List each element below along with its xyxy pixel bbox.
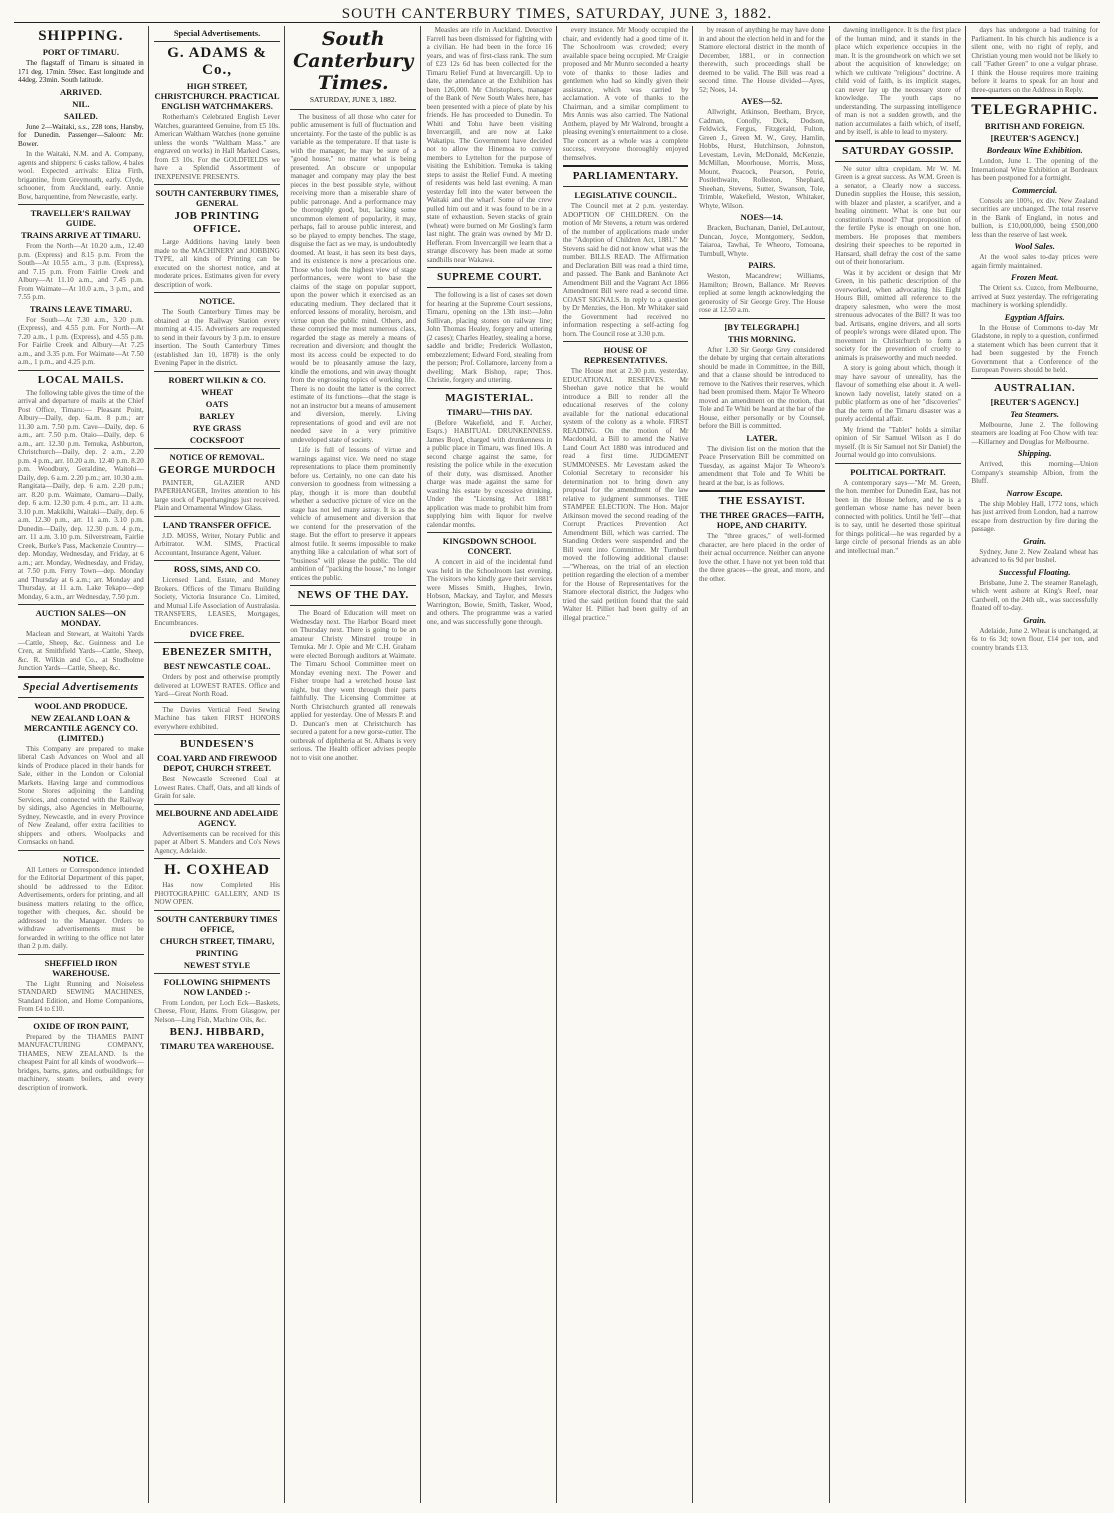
wilkin-item: RYE GRASS xyxy=(192,422,242,433)
news-heading: NEWS OF THE DAY. xyxy=(297,589,409,601)
parliamentary-heading: PARLIAMENTARY. xyxy=(572,170,679,182)
filler-text: The "three graces," of well-formed character, are here placed in the order of their actual occurrence. Neither can anyone love the other. I have not yet been told that the three graces—the great, and more, and the other. xyxy=(698,532,825,583)
filler-text: Allwright, Atkinson, Beetham, Bryce, Cadman, Conolly, Dick, Dodson, Feldwick, Fergus, Fitzgerald, Fulton, Green J., Green M. W., Grey, Hamlin, Hobbs, Hurst, Hutchinson, Johnston, Levestam, Levin, McDonald, McKenzie, McMillan, Moorhouse, Morris, Moss, Mount, Peacock, Pearson, Petrie, Postlethwaite, Rolleston, Shephard, Sheehan, Stevens, Sutter, Swanson, Tole, Trimble, Wakefield, Weston, Whitaker, Whyte, Wilson. xyxy=(698,108,825,210)
murdoch-heading: GEORGE MURDOCH xyxy=(158,463,276,476)
filler-text: The House met at 2.30 p.m. yesterday. EDUCATIONAL RESERVES. Mr Sheehan gave notice that he would introduce a Bill to render all the educational reserves of the colony available for the national educational system of the colony as a whole. FIRST READING. On the motion of Mr Macdonald, a Bill to amend the Native Land Court Act 1880 was introduced and read a first time. JUDGMENT SUMMONSES. Mr Levestam asked the Colonial Secretary to reconsider his determination not to bring down any proposal for the amendment of the law relative to judgment summonses. THE STAMPEE ELECTION. The Hon. Major Atkinson moved the second reading of the Corrupt Practices Prevention Act Amendment Bill, which was carried. The Standing Orders were suspended and the Bill went into Committee. Mr Turnbull moved the following additional clause:—"Whereas, on the trial of an election petition regarding the election of a member for the House of Representatives for the Stamore electoral district, the Judges who tried the said petition found that the said Walter H. Pilliet had been guilty of an illegal practice." xyxy=(562,367,689,622)
filler-text: Best Newcastle Screened Coal at Lowest Rates. Chaff, Oats, and all kinds of Grain for sale. xyxy=(154,775,280,800)
timaru-this-day: TIMARU—THIS DAY. xyxy=(446,406,533,417)
auction-heading: AUCTION SALES—ON MONDAY. xyxy=(35,608,127,628)
tea-heading: Tea Steamers. xyxy=(1010,408,1060,419)
bundesen-heading: BUNDESEN'S xyxy=(179,738,255,750)
filler-text: Life is full of lessons of virtue and warnings against vice. We need no stage representations to place them prominently before us. Certainly, no one can date his conversion to goodness from witnessing a play, though it is more than doubtful whether a seductive picture of vice on the stage has not led many astray. It is as the vehicle of amusement and diversion that we contend for the preservation of the stage. But the effort to preserve it appears almost futile. It seems impossible to make anything like a calculation of what sort of "business" will please the public. The old ambition of "packing the house," no longer entices the public. xyxy=(290,446,417,582)
coxhead-heading: H. COXHEAD xyxy=(164,862,270,878)
filler-text: The Light Running and Noiseless STANDARD SEWING MACHINES, Standard Edition, and Home Companions, From £4 to £10. xyxy=(18,979,144,1013)
arrived-heading: ARRIVED. xyxy=(59,86,102,97)
oxide-heading: OXIDE OF IRON PAINT, xyxy=(33,1020,129,1031)
filler-text: The Davies Vertical Feed Sewing Machine has taken FIRST HONORS everywhere exhibited. xyxy=(154,705,280,731)
filler-text: by reason of anything he may have done in and about the election held in and for the Stamore electoral district in the month of December, 1881, or in connection therewith, such proceedings shall be deemed to be valid. The Bill was read a second time. The House divided—Ayes, 52; Noes, 14. xyxy=(698,26,825,94)
filler-text: Consols are 100¾, ex div. New Zealand securities are unchanged. The total reserve in the Bank of England, in notes and bullion, is £10,000,000, being £500,000 less than the reserve of last week. xyxy=(971,196,1098,239)
shipping-heading: SHIPPING. xyxy=(38,28,124,44)
filler-text: Measles are rife in Auckland. Detective Farrell has been dismissed for fighting with a civilian. He had been in the force 16 years, and was of first-class rank. The sum of £23 12s 6d has been collected for the Timaru Relief Fund at Invercargill. Up to date, the attendance at the Exhibition has been 126,000. Mr Christophers, manager of the Bank of New South Wales here, has been presented with a piece of plate by his friends. He has proceeded to Dunedin. To Whiti and Tohu have been visiting Invercargill, and are now at Lake Wakatipu. The Government have decided not to allow the Hinemoa to convey members to Lyttelton for the purpose of visiting the Exhibition. Temuka is taking steps to assist the Relief Fund. A meeting of residents was held last evening. A man yesterday fell into the water between the Waitaki and the wharf. Some of the crew pulled him out and it was found to be in a state of exhaustion. Seven stacks of grain (wheat) were burned on Mr Gosling's farm last night. The grain was owned by Mr D. Hefferan. From Invercargill we learn that a strange discovery has been made at some sandhills near Wakawa. xyxy=(426,26,553,264)
newcastle-heading: BEST NEWCASTLE COAL. xyxy=(163,661,271,671)
british-heading: BRITISH AND FOREIGN. xyxy=(984,121,1085,131)
filler-text: Bracken, Buchanan, Daniel, DeLautour, Duncan, Joyce, Montgomery, Seddon, Taiaroa, Tawhai, Te Wheoro, Tomoana, Turnbull, Whyte. xyxy=(698,224,825,258)
filler-text: From London, per Loch Eck—Baskets, Cheese, Flour, Hams. From Glasgow, per Nelson—Ling Fish, Machine Oils, &c. xyxy=(154,998,280,1024)
filler-text: Advertisements can be received for this paper at Albert S. Manders and Co's News Agency, Adelaide. xyxy=(154,829,280,855)
sheffield-heading: SHEFFIELD IRON WAREHOUSE. xyxy=(44,957,118,978)
adams-heading: G. ADAMS & Co., xyxy=(167,45,267,78)
saturday-gossip-heading: SATURDAY GOSSIP. xyxy=(842,144,954,157)
filler-text: Ne sutor ultra crepidam. Mr W. M. Green is a great success. As W.M. Green is a senator, a Clearly now a success. Dunedin supplies the House, this session, with blazer and plaster, a scarifyer, and a healing ointment. What is one but our constitution's mood? That proposition of the fertile Pyke is enough on one hon. members. He proposes that members desiring their speeches to be reported in Hansard, shall defray the cost of the same out of their honorarium. xyxy=(835,164,961,266)
filler-text: The South Canterbury Times may be obtained at the Railway Station every morning at 4.15. Advertisers are requested to send in their favours by 3 p.m. to ensure insertion. The South Canterbury Times (established Jan 10, 1878) is the only Evening Paper in the district. xyxy=(154,308,280,367)
column-6 xyxy=(695,26,830,1503)
filler-text: Large Additions having lately been made to the MACHINERY and JOBBING TYPE, all kinds of Printing can be executed on the shortest notice, and at moderate prices. Estimates given for every description of work. xyxy=(154,238,280,289)
essayist-heading: THE ESSAYIST. xyxy=(718,495,806,507)
ross-heading: ROSS, SIMS, AND CO. xyxy=(173,564,261,574)
sailed-heading: SAILED. xyxy=(63,110,98,121)
telegraphic-heading: TELEGRAPHIC. xyxy=(971,102,1098,118)
melbourne-heading: MELBOURNE AND ADELAIDE AGENCY. xyxy=(155,807,279,828)
coal-yard: COAL YARD AND FIREWOOD DEPOT, CHURCH STREET. xyxy=(157,753,278,773)
filler-text: After 1.30 Sir George Grey considered the debate by urging that certain alterations should be made in Committee, in the Bill, and that a clause should be introduced to remove to the Natives their reserves, which had been promised them. Major Te Wheoro moved an amendment on the motion, that Tole and Te Whiti be heard at the bar of the House, either personally or by Counsel, before the Bill is committed. xyxy=(698,345,825,430)
church-street: CHURCH STREET, TIMARU, xyxy=(159,935,275,946)
australian-heading: AUSTRALIAN. xyxy=(994,381,1076,394)
filler-text: A contemporary says—"Mr M. Green, the hon. member for Dunedin East, has not been in the House before, and he is a gentleman whose name has never been connected with politics. Until he 'fell'—that is to say, until he deserted those spiritual for things political—he was regarded by a large circle of personal friends as an able and intellectual man." xyxy=(835,478,961,555)
filler-text: In the Waitaki, N.M. and A. Company, agents and shippers: 6 casks tallow, 4 bales wool. Expected arrivals: Eliza Firth, brigantine, from Greymouth, early. Clyde, schooner, from Auckland, early. Annie Bow, barquentine, from Newcastle, early. xyxy=(18,150,144,201)
filler-text: The Council met at 2 p.m. yesterday. ADOPTION OF CHILDREN. On the motion of Mr Stevens, a return was ordered of the number of applications made under the "Adoption of Children Act, 1881." Mr Stevens said he did not know what was the number. BILLS READ. The Affirmation and Declaration Bill was read a third time, and passed. The Bank and Banknote Act Amendment Bill and the Vagrant Act 1866 Amendment Bill were read a second time. COAST SIGNALS. In reply to a question by Dr Menzies, the Hon. Mr Whitaker said the Government had received no information respecting a self-acting fog horn. The Council rose at 3.30 p.m. xyxy=(562,202,689,338)
supreme-heading: SUPREME COURT. xyxy=(437,271,542,283)
sct-general: SOUTH CANTERBURY TIMES, GENERAL xyxy=(155,188,279,208)
pairs-label: PAIRS. xyxy=(748,260,776,270)
noes-label: NOES—14. xyxy=(740,212,783,222)
frozen-heading: Frozen Meat. xyxy=(1011,272,1059,282)
column-4 xyxy=(423,26,558,1503)
this-morning-heading: THIS MORNING. xyxy=(728,333,796,344)
nz-loan-heading: NEW ZEALAND LOAN & MERCANTILE AGENCY CO. (LIMITED.) xyxy=(23,712,138,743)
filler-text: Melbourne, June 2. The following steamers are loading at Foo Chow with tea:—Killarney and Douglas for Melbourne. xyxy=(971,420,1098,446)
filler-text: The Orient s.s. Cuzco, from Melbourne, arrived at Suez yesterday. The refrigerating machinery is working splendidly. xyxy=(971,284,1098,309)
political-heading: POLITICAL PORTRAIT. xyxy=(850,466,946,477)
filler-text: London, June 1. The opening of the International Wine Exhibition at Bordeaux has been postponed for a fortnight. xyxy=(971,157,1098,182)
filler-text: All Letters or Correspondence intended for the Editorial Department of this paper, should be addressed to the Editor. Advertisements, orders for printing, and all business matters relating to the office, together with cheques, &c. should be addressed to the Manager. Orders to withdraw advertisements must be forwarded in writing to the office not later than 2 p.m. daily. xyxy=(18,865,144,950)
filler-text: The following table gives the time of the arrival and departure of mails at the Chief Post Office, Timaru:— Pleasant Point, Albury—Daily, dep. 6a.m. 8 p.m.; arr 11.30 a.m. 7.50 p.m. Cave—Daily, dep. 6 a.m., arr. 7.50 p.m. Otaio—Daily, dep. 6 a.m., arr. 12.30 p.m. Temuka, Ashburton, Christchurch—Daily, dep. 2 a.m., 2.20 p.m. 4 p.m., arr. 10.20 a.m. 12.40 p.m. 8.20 p.m. Woodbury, Geraldine, Waitohi—Daily, dep. 6 a.m. 2.20 p.m.; arr. 10.30 a.m. Rangitata—Daily, dep. 6 a.m. 2.20 p.m.; arr. 8.20 p.m. Waimate, Oamaru—Daily, dep. 6 a.m. 12.30 p.m. 4 p.m., arr. 11 a.m. 3.10 p.m. Makikihi, Waitaki—Daily, dep. 6 a.m. 12.30 p.m., arr. 11 a.m. 3.10 p.m. Dunedin—Daily, dep. 12.30 p.m. 4 p.m., arr. 11 a.m. 3.10 p.m. Silverstream, Fairlie Creek, Burke's Pass, Mackenzie Country—dep. Monday, Wednesday, and Friday, at 6 a.m.; arr. Monday, Wednesday, and Friday, at 7.50 p.m. Ferry Town—dep. Monday and Thursday at 6 a.m.; arr. Monday and Thursday, at 11 a.m. Lake Tekapo—dep Monday, 6 a.m., arr Wednesday, 7.50 p.m. xyxy=(18,388,144,601)
removal-heading: NOTICE OF REMOVAL. xyxy=(169,451,265,462)
notice-heading: NOTICE. xyxy=(63,853,99,864)
filler-text: PAINTER, GLAZIER AND PAPERHANGER, Invites attention to his large stock of Paperhangings just received. Plain and Ornamental Window Glass. xyxy=(154,478,280,512)
filler-text: Weston, Macandrew; Williams, Hamilton; Brown, Ballance. Mr Reeves replied at some length acknowledging the generosity of Sir George Grey. The House rose at 12.50 a.m. xyxy=(698,272,825,314)
filler-text: Brisbane, June 2. The steamer Ranelagh, which went ashore at King's Reef, near Cardwell, on the 24th ult., was successfully floated off to-day. xyxy=(971,578,1098,612)
ayes-label: AYES—52. xyxy=(741,96,783,106)
columns xyxy=(14,26,1102,1503)
commercial-heading: Commercial. xyxy=(1012,184,1058,195)
flagstaff-text: The flagstaff of Timaru is situated in 171 deg. 17min. 59sec. East longitude and 44deg. 23min. South latitude. xyxy=(18,59,144,84)
printing: PRINTING xyxy=(195,947,239,958)
filler-text: dawning intelligence. It is the first place of the human mind, and it stands in the place which experience occupies in the man. It is the groundwork on which we set about the acquisition of knowledge; on which we cultivate "religious" doctrine. A child void of faith, is its implicit stages, can never lay up the necessary store of knowledge. The youth caps no understanding. The surpassing intelligence of man is not a sudden growth, and the nation accumulates a faith which, of itself, and by itself, is able to lead to mystery. xyxy=(835,26,961,136)
shipping-heading-2: Shipping. xyxy=(1017,448,1052,458)
travellers-heading: TRAVELLER'S RAILWAY GUIDE. xyxy=(30,208,132,228)
filler-text: Was it by accident or design that Mr Green, in his pathetic description of the overworked, when advocating his Eight Hours Bill, omitted all reference to the drapery salesmen, who were the most strenuous advocates of the Bill? It was too bad. Artisans, engine drivers, and all sorts of people's wrongs were dilated upon. The movement in Christchurch to form a society for the prevention of cruelty to animals is praiseworthy and much needed. xyxy=(835,268,961,362)
filler-text: In the House of Commons to-day Mr Gladstone, in reply to a question, confirmed a statement which has been current that it had been suggested by the French Government that a Conference of the European Powers should be held. xyxy=(971,323,1098,374)
land-transfer: LAND TRANSFER OFFICE. xyxy=(162,519,272,530)
paper-title: South Canterbury Times. xyxy=(293,28,414,94)
filler-text: Arrived, this morning—Union Company's steamship Albion, from the Bluff. xyxy=(971,460,1098,485)
filler-text: The ship Mobley Hall, 1772 tons, which has just arrived from London, had a narrow escape from destruction by fire during the passage. xyxy=(971,499,1098,533)
egyptian-heading: Egyptian Affairs. xyxy=(1004,311,1065,322)
filler-text: My friend the "Tablet" holds a similar opinion of Sir Samuel Wilson as I do myself. (It is Sir Samuel not Sir Daniel) the Journal would go into convulsions. xyxy=(835,425,961,459)
filler-text: The business of all those who cater for public amusement is full of fluctuation and uncertainty. For the taste of the public is as variable as the temperature. If that taste is with the manager, he may be sure of a "good house," no matter what is being presented. An obscure or unpopular manager and company may play the best pieces in the best possible style, without receiving more than a miserable share of public patronage. And a performance may be thoroughly good, but, lacking some uncommon element of popularity, it may, perhaps, fail to arouse public interest, and so be played to empty benches. The stage, disguise the fact as we may, is undoubtedly doomed. At least, it has seen its best days, and its existence is now a precarious one. Those who look the highest view of stage performances, were wont to base the claims of the stage on popular support, upon the power which it exercised as an educating medium. They declared that it enforced lessons of morality, heroism, and virtue upon the public mind. Others, and these comprised the most numerous class, regarded the stage as merely a means of recreation and diversion; and thought the most its access could be expected to do would be to pleasantly amuse the lazy, kindle the emotions, and win away thought from the engrossing topics of working life. There is no doubt the latter is the correct estimate of its functions—that the stage is not an instructor but a means of amusement and diversion, merely. Living representations of good and evil are not needed save in a very primitive undeveloped state of society. xyxy=(290,112,417,444)
reuter-label: [REUTER'S AGENCY.] xyxy=(990,133,1079,143)
divide: DVICE FREE. xyxy=(189,629,245,639)
column-5 xyxy=(559,26,694,1503)
narrow-heading: Narrow Escape. xyxy=(1006,487,1063,498)
grain-heading-2: Grain. xyxy=(1023,614,1047,625)
arrivals-text: NIL. xyxy=(72,98,90,109)
filler-text: Rotherham's Celebrated English Lever Watches, guaranteed Genuine, from £5 10s. American Waltham Watches (none genuine unless the words "Waltham Mass." are engraved on works) in Hall Marked Cases, from £3 10s. For the GOLDFIELDS we have a Splendid Assortment of INEXPENSIVE PRESENTS. xyxy=(154,113,280,181)
wool-heading: WOOL AND PRODUCE. xyxy=(34,700,128,711)
page-masthead: SOUTH CANTERBURY TIMES, SATURDAY, JUNE 3, 1882. xyxy=(14,6,1100,23)
filler-text: The division list on the motion that the Peace Preservation Bill be committed on Tuesday, as against Major Te Wheoro's amendment that Tole and Te Whiti be heard at the bar, is as follows. xyxy=(698,444,825,487)
telegraph-label: [BY TELEGRAPH.] xyxy=(724,321,800,332)
floating-heading: Successful Floating. xyxy=(998,566,1071,577)
filler-text: Has now Completed His PHOTOGRAPHIC GALLERY, AND IS NOW OPEN. xyxy=(154,881,280,906)
special-ads-heading-2: Special Advertisements. xyxy=(173,28,261,38)
filler-text: days has undergone a bad training for Parliament. In his church his audience is a silent one, with no right of reply, and Christian young men would not be likely to call "Father Green" to one a vulgar phrase. I think the House requires more training before it learns to speak for an hour and three-quarters on the Address in Reply. xyxy=(971,26,1098,94)
sct-office: SOUTH CANTERBURY TIMES OFFICE, xyxy=(156,913,278,934)
notice-2: NOTICE. xyxy=(199,296,235,306)
filler-text: The Board of Education will meet on Wednesday next. The Harbor Board meet on Thursday next. There is going to be an amateur Christy Minstrel troupe in Temuka. Mr J. Opie and Mr C.H. Graham were elected Borough auditors at Waimate. The Timaru School Committee meet on Monday evening next. The Power and Fisher troupe had a wretched house last night, but they went through their parts faithfully. The Licensing Committee at North Christchurch granted all renewals applied for yesterday. One of Messrs P. and D. Duncan's men at Christchurch has secured a patent for a new gorse-cutter. The outbreak of diphtheria at St. Albans is very serious. The Health officer advises people not to visit one another. xyxy=(290,609,417,762)
filler-text: A concert in aid of the incidental fund was held in the Schoolroom last evening. The visitors who kindly gave their services were Misses Smith, Hughes, Irwin, Hobson, Mackay, and Taylor, and Messrs Warrington, Bowie, Smith, Tasker, Wood, and others. The programme was a varied one, and was successfully gone through. xyxy=(426,558,553,626)
wilkin-item: BARLEY xyxy=(199,410,235,421)
column-7 xyxy=(831,26,966,1503)
magisterial-heading: MAGISTERIAL. xyxy=(445,391,534,404)
trains-arrive-heading: TRAINS ARRIVE AT TIMARU. xyxy=(21,230,141,240)
job-printing: JOB PRINTING OFFICE. xyxy=(174,210,260,235)
hibbard-sub: TIMARU TEA WAREHOUSE. xyxy=(160,1041,274,1051)
wilkin-item: WHEAT xyxy=(201,386,234,397)
local-mails-heading: LOCAL MAILS. xyxy=(37,373,124,386)
paper-date: SATURDAY, JUNE 3, 1882. xyxy=(309,95,397,104)
wilkin-heading: ROBERT WILKIN & CO. xyxy=(168,374,266,385)
column-3 xyxy=(286,26,421,1503)
ebenezer-heading: EBENEZER SMITH, xyxy=(162,646,272,658)
kingsdown-heading: KINGSDOWN SCHOOL CONCERT. xyxy=(442,536,537,556)
grain-heading: Grain. xyxy=(1023,535,1047,546)
following-heading: FOLLOWING SHIPMENTS NOW LANDED :- xyxy=(163,976,271,997)
filler-text: Adelaide, June 2. Wheat is unchanged, at 6s to 6s 3d; town flour, £14 per ton, and country brands £13. xyxy=(971,626,1098,652)
filler-text: Maclean and Stewart, at Waitohi Yards—Cattle, Sheep, &c. Guinness and Le Cren, at Smithfield Yards—Cattle, Sheep, &c. R. Wilkin and Co., at Studholme Junction Yards—Cattle, Sheep, &c. xyxy=(18,630,144,672)
later-heading: LATER. xyxy=(746,432,778,443)
hibbard-heading: BENJ. HIBBARD, xyxy=(169,1026,265,1038)
filler-text: The following is a list of cases set down for hearing at the Supreme Court sessions, Timaru, opening on the 13th inst:—John Sullivan, placing stones on railway line; John Thomas Healey, forgery and uttering (2 cases); Charles Heatley, stealing a horse, saddle and bridle; Frederick Wollaston, embezzlement; Edward Ford, stealing from the person; Prof. Collamore, larceny from a dwelling; Mark Bishop, rape; Thos. Christie, forgery and uttering. xyxy=(426,291,553,384)
wilkin-item: OATS xyxy=(205,398,229,409)
special-ads-heading: Special Advertisements xyxy=(23,680,139,693)
column-2 xyxy=(150,26,285,1503)
filler-text: every instance. Mr Moody occupied the chair, and evidently had a good time of it. The Schoolroom was crowded; every available space being occupied. Mr Craigie proposed and Mr Munro seconded a hearty vote of thanks to those ladies and gentlemen who had so kindly given their assistance, which was carried by acclamation. A vote of thanks to the Chairman, and a similar compliment to Mrs Annis was also carried. The National Anthem, played by Mr Walrond, brought a pleasing evening's entertainment to a close. The concert as a whole was a complete success, everyone thoroughly enjoyed themselves. xyxy=(562,26,689,162)
reuter-label-2: [REUTER'S AGENCY.] xyxy=(990,396,1079,407)
filler-text: From the North—At 10.20 a.m., 12.40 p.m. (Express) and 8.15 p.m. From the South—At 10.55 a.m., 3 p.m. (Express), and 7.15 p.m. From Fairlie Creek and Albury—At 11.10 a.m., and 7.45 p.m. From Waimate—At 10.0 a.m., 3 p.m., and 7.55 p.m. xyxy=(18,242,144,301)
adams-sub: HIGH STREET, CHRISTCHURCH. PRACTICAL ENGLISH WATCHMAKERS. xyxy=(154,81,280,111)
sailings-text: June 2—Waitaki, s.s., 228 tons, Hansby, for Dunedin. Passenger—Saloon: Mr. Bower. xyxy=(18,122,144,148)
trains-leave-heading: TRAINS LEAVE TIMARU. xyxy=(29,303,132,314)
filler-text: Licensed Land, Estate, and Money Brokers. Offices of the Timaru Building Society, Victoria Insurance Co. Limited, and Mutual Life Association of Australasia. TRANSFERS, LEASES, Mortgages, Encumbrances. xyxy=(154,576,280,627)
filler-text: A story is going about which, though it may have savour of unreality, has the flavour of something else about it. A well-known lady novelist, lately stated on a public platform as one of her "discoveries" that the term of the Timaru disaster was a purely accidental affair. xyxy=(835,364,961,423)
legislative-heading: LEGISLATIVE COUNCIL. xyxy=(574,190,677,200)
filler-text: (Before Wakefield, and F. Archer, Esqrs.) HABITUAL DRUNKENNESS. James Boyd, charged with drunkenness in a public place in Timaru, was fined 10s. A second charge against the same, for resisting the police while in the execution of their duty, was dismissed. Another charge was made against the same for wasting his estate by excessive drinking. Under the "Licensing Act 1881" application was made to prohibit him from supplying him with liquor for twelve calendar months. xyxy=(426,418,553,529)
filler-text: Orders by post and otherwise promptly delivered at LOWEST RATES. Office and Yard—Great North Road. xyxy=(154,673,280,698)
newest-style: NEWEST STYLE xyxy=(183,959,251,970)
filler-text: J.D. MOSS, Writer, Notary Public and Arbitrator. W.M. SIMS, Practical Accountant, Insurance Agent, Valuer. xyxy=(154,531,280,557)
wilkin-item: COCKSFOOT xyxy=(189,434,245,445)
filler-text: This Company are prepared to make liberal Cash Advances on Wool and all kinds of Produce placed in their hands for Sale, either in the London or Colonial Markets. Having large and commodious Stone Stores adjoining the Landing Services, and connected with the Railway by sidings, also Agencies in Melbourne, Sydney, Newcastle, and in every Province of New Zealand, offer extra facilities to shippers and others. Woolpacks and Cornsacks on hand. xyxy=(18,744,144,846)
column-8 xyxy=(967,26,1102,1503)
filler-text: Sydney, June 2. New Zealand wheat has advanced to 6s 9d per bushel. xyxy=(971,547,1098,564)
port-heading: PORT OF TIMARU. xyxy=(42,47,119,57)
house-heading: HOUSE OF REPRESENTATIVES. xyxy=(583,345,668,365)
filler-text: Prepared by the THAMES PAINT MANUFACTURING COMPANY, THAMES, NEW ZEALAND. Is the cheapest Paint for all kinds of woodwork—bridges, barns, gates, and outbuildings; for machinery, steam boilers, and every description of ironwork. xyxy=(18,1032,144,1092)
three-graces: THE THREE GRACES—FAITH, HOPE, AND CHARITY. xyxy=(699,510,824,530)
filler-text: At the wool sales to-day prices were again firmly maintained. xyxy=(971,253,1098,270)
filler-text: For South—At 7.30 a.m., 3.20 p.m. (Express), and 4.55 p.m. For North—At 7.20 a.m., 1 p.m. (Express), and 4.55 p.m. For Fairlie Creek and Albury—At 7.25 a.m., and 3.35 p.m. For Waimate—At 7.50 a.m., 1 p.m., and 4.25 p.m. xyxy=(18,315,144,366)
column-1 xyxy=(14,26,149,1503)
wool-sales-heading: Wool Sales. xyxy=(1014,241,1055,251)
bordeaux-heading: Bordeaux Wine Exhibition. xyxy=(986,145,1083,155)
